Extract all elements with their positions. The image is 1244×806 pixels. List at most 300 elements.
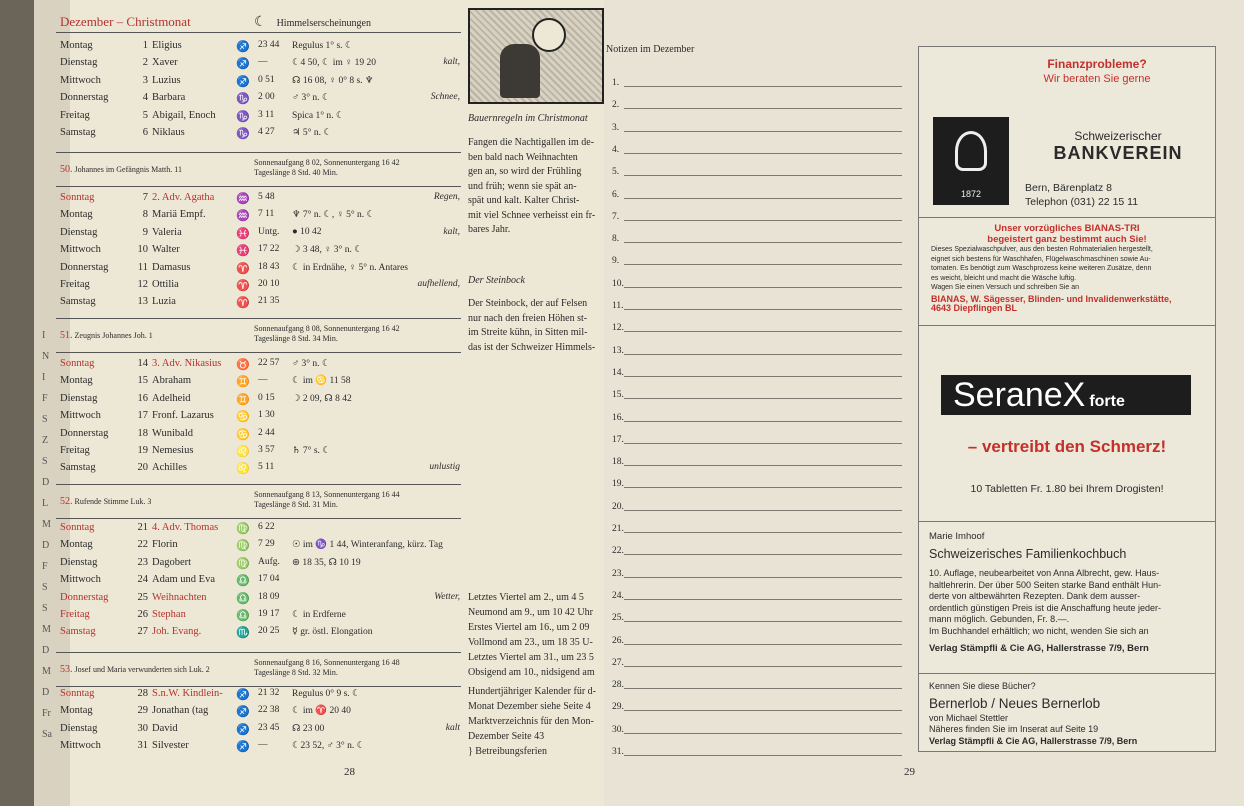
week-number: 51. bbox=[60, 330, 73, 341]
day-number-cell: 17 bbox=[137, 410, 148, 422]
daylength-text: Tageslänge 8 Std. 32 Min. bbox=[254, 668, 338, 677]
moonrise-cell: 20 25 bbox=[258, 626, 280, 637]
weekday-cell: Sonntag bbox=[60, 358, 95, 369]
zodiac-icon: ♐ bbox=[236, 706, 250, 719]
text-line: ben bald nach Weihnachten bbox=[468, 151, 578, 163]
note-number: 9. bbox=[612, 256, 620, 267]
weekday-cell: Montag bbox=[60, 40, 93, 51]
section-rule bbox=[56, 686, 461, 687]
weather-cell: unlustig bbox=[429, 462, 460, 473]
zodiac-icon: ♐ bbox=[236, 723, 250, 736]
note-rule bbox=[624, 242, 902, 243]
note-line bbox=[606, 224, 902, 246]
saint-name-cell: Xaver bbox=[152, 57, 178, 69]
note-rule bbox=[624, 175, 902, 176]
table-row bbox=[60, 445, 460, 462]
table-row bbox=[60, 688, 460, 705]
table-row bbox=[60, 462, 460, 479]
weekday-cell: Sonntag bbox=[60, 192, 95, 203]
note-rule bbox=[624, 487, 902, 488]
day-number-cell: 7 bbox=[142, 192, 148, 203]
moonrise-cell: 21 35 bbox=[258, 296, 280, 307]
saint-name-cell: Dagobert bbox=[152, 556, 192, 568]
page-number-right: 29 bbox=[904, 766, 915, 778]
zodiac-icon: ♊ bbox=[236, 393, 250, 406]
bauernregeln-title: Bauernregeln im Christmonat bbox=[468, 113, 588, 124]
day-number-cell: 28 bbox=[137, 688, 148, 699]
table-row bbox=[60, 296, 460, 313]
astro-event-cell: ☉ im ♑ 1 44, Winteranfang, kürz. Tag bbox=[292, 540, 443, 551]
zodiac-icon: ♑ bbox=[236, 93, 250, 106]
moonrise-cell: 18 43 bbox=[258, 261, 280, 272]
edge-letter: Sa bbox=[42, 729, 52, 740]
edge-letter: S bbox=[42, 603, 48, 614]
edge-letter: M bbox=[42, 519, 51, 530]
table-row bbox=[60, 740, 460, 757]
note-line bbox=[606, 737, 902, 759]
edge-letter: D bbox=[42, 687, 50, 698]
astro-event-cell: ♂ 3° n. ☾ bbox=[292, 93, 331, 104]
saint-name-cell: Valeria bbox=[152, 226, 182, 238]
table-row bbox=[60, 393, 460, 410]
note-line bbox=[606, 581, 902, 603]
zodiac-icon: ♎ bbox=[236, 592, 250, 605]
weekday-cell: Dienstag bbox=[60, 556, 98, 568]
note-rule bbox=[624, 644, 902, 645]
moonrise-cell: 7 29 bbox=[258, 539, 275, 550]
table-row bbox=[60, 262, 460, 279]
kochbuch-ad: Marie Imhoof Schweizerisches Familienkochbuch 10. Auflage, neubearbeitet von Anna Albrecht, gew. Haus- haltlehrerin. Der über 500 Seiten starke Band enthält Hun- derte von altbewährten Rezepten. Dank dem ausser- ordentlich günstigen Preis ist die Anschaffung heute jeder- mann möglich. Gebunden, Fr. 8.—. Im Buchhandel erhältlich; wo nicht, wenden Sie sich an Verlag Stämpfli & Cie AG, Hallerstrasse 7/9, Bern bbox=[929, 531, 1162, 654]
section-rule bbox=[56, 352, 461, 353]
astro-event-cell: ♂ 3° n. ☾ bbox=[292, 359, 331, 369]
note-number: 30. bbox=[612, 724, 624, 735]
astro-event-cell: ☾ in Erdnähe, ♀ 5° n. Antares bbox=[292, 262, 408, 273]
section-rule bbox=[56, 318, 461, 319]
moonrise-cell: 18 09 bbox=[258, 591, 280, 602]
note-number: 27. bbox=[612, 657, 624, 668]
note-number: 6. bbox=[612, 189, 620, 200]
note-rule bbox=[624, 554, 902, 555]
table-row bbox=[60, 358, 460, 375]
note-line bbox=[606, 135, 902, 157]
saint-name-cell: Walter bbox=[152, 244, 180, 256]
week-number: 50. bbox=[60, 164, 73, 175]
day-number-cell: 23 bbox=[137, 556, 148, 568]
moonrise-cell: — bbox=[258, 740, 268, 751]
text-line: gen an, so wird der Frühling bbox=[468, 166, 582, 177]
day-number-cell: 19 bbox=[137, 445, 148, 456]
astro-event-cell: ☽ 3 48, ♀ 3° n. ☾ bbox=[292, 245, 363, 256]
day-number-cell: 15 bbox=[137, 375, 148, 387]
note-line bbox=[606, 559, 902, 581]
saint-name-cell: David bbox=[152, 722, 178, 734]
table-row bbox=[60, 539, 460, 556]
note-number: 10. bbox=[612, 278, 624, 289]
section-rule bbox=[56, 152, 461, 153]
text-line: Dezember Seite 43 bbox=[468, 731, 545, 742]
sunrise-text: Sonnenaufgang 8 02, Sonnenuntergang 16 42 bbox=[254, 158, 400, 167]
text-line: Fangen die Nachtigallen im de- bbox=[468, 137, 595, 148]
note-rule bbox=[624, 398, 902, 399]
day-number-cell: 16 bbox=[137, 392, 148, 404]
note-number: 2. bbox=[612, 100, 620, 111]
note-number: 1. bbox=[612, 78, 620, 88]
left-page bbox=[34, 0, 606, 806]
note-rule bbox=[624, 599, 902, 600]
edge-letter: N bbox=[42, 351, 50, 362]
sun-times bbox=[254, 324, 459, 344]
note-line bbox=[606, 692, 902, 714]
zodiac-icon: ♌ bbox=[236, 463, 250, 476]
astro-event-cell: ♄ 7° s. ☾ bbox=[292, 446, 331, 456]
bank-ad: Finanzprobleme? Wir beraten Sie gerne bbox=[1043, 57, 1151, 85]
weekday-cell: Mittwoch bbox=[60, 410, 101, 422]
month-heading: Dezember – Christmonat bbox=[60, 14, 191, 29]
moonrise-cell: 19 17 bbox=[258, 609, 280, 619]
day-number-cell: 11 bbox=[137, 261, 148, 273]
day-number-cell: 24 bbox=[137, 574, 148, 586]
moonrise-cell: 6 22 bbox=[258, 522, 275, 532]
saint-name-cell: Mariä Empf. bbox=[152, 209, 206, 221]
day-number-cell: 26 bbox=[137, 609, 148, 620]
table-row bbox=[60, 127, 460, 144]
edge-letter: D bbox=[42, 540, 50, 551]
section-rule bbox=[56, 484, 461, 485]
note-rule bbox=[624, 532, 902, 533]
day-number-cell: 18 bbox=[137, 427, 148, 439]
day-number-cell: 1 bbox=[142, 40, 148, 51]
sun-times bbox=[254, 490, 459, 510]
zodiac-icon: ♐ bbox=[236, 58, 250, 71]
note-rule bbox=[624, 733, 902, 734]
weekday-cell: Mittwoch bbox=[60, 740, 101, 752]
edge-letter: L bbox=[42, 498, 49, 509]
note-line bbox=[606, 202, 902, 224]
saint-name-cell: Niklaus bbox=[152, 127, 185, 138]
sunrise-text: Sonnenaufgang 8 08, Sonnenuntergang 16 42 bbox=[254, 324, 400, 333]
bianas-ad: Unser vorzügliches BIANAS-TRI begeistert ganz bestimmt auch Sie! Dieses Spezialwaschpulver, aus den besten Rohmaterialien hergestellt, eignet sich bestens für Waschhafen, Flügelwaschmaschinen sowie Au- tomaten. Es benötigt zum Waschprozess keine weiteren Zusätze, denn es weicht, bleicht und macht die Wäsche luftig. Wagen Sie einen Versuch und schreiben Sie an BIANAS, W. Sägesser, Blinden- und Invalidenwerkstätte, 4643 Diepflingen BL bbox=[931, 223, 1172, 313]
note-line bbox=[606, 715, 902, 737]
note-number: 12. bbox=[612, 323, 624, 334]
week-label: 50. Johannes im Gefängnis Matth. 11 bbox=[60, 164, 182, 175]
text-line: Marktverzeichnis für den Mon- bbox=[468, 716, 594, 727]
weather-cell: Schnee, bbox=[430, 92, 460, 103]
note-rule bbox=[624, 666, 902, 667]
day-number-cell: 14 bbox=[137, 358, 148, 369]
moonrise-cell: 23 44 bbox=[258, 40, 280, 50]
zodiac-icon: ♍ bbox=[236, 523, 250, 535]
table-row bbox=[60, 705, 460, 722]
note-line bbox=[606, 603, 902, 625]
note-number: 31. bbox=[612, 747, 624, 757]
text-line: Hundertjähriger Kalender für d- bbox=[468, 686, 596, 697]
weekday-cell: Freitag bbox=[60, 279, 90, 290]
saint-name-cell: 2. Adv. Agatha bbox=[152, 192, 215, 203]
moonrise-cell: 21 32 bbox=[258, 688, 280, 698]
moonrise-cell: 17 22 bbox=[258, 244, 280, 255]
zodiac-icon: ♊ bbox=[236, 376, 250, 389]
note-rule bbox=[624, 710, 902, 711]
note-line bbox=[606, 68, 902, 90]
weather-cell: kalt, bbox=[443, 57, 460, 68]
note-line bbox=[606, 157, 902, 179]
zodiac-icon: ♈ bbox=[236, 297, 250, 310]
weekday-cell: Sonntag bbox=[60, 688, 95, 699]
zodiac-icon: ♓ bbox=[236, 245, 250, 258]
table-row bbox=[60, 557, 460, 574]
note-rule bbox=[624, 577, 902, 578]
day-number-cell: 10 bbox=[137, 244, 148, 256]
notes-title: Notizen im Dezember bbox=[606, 44, 695, 55]
day-number-cell: 25 bbox=[137, 591, 148, 603]
saint-name-cell: Eligius bbox=[152, 40, 182, 51]
text-line: Erstes Viertel am 16., um 2 09 bbox=[468, 622, 590, 633]
note-line bbox=[606, 358, 902, 380]
text-line: Letztes Viertel am 31., um 23 5 bbox=[468, 652, 594, 663]
zodiac-icon: ♈ bbox=[236, 280, 250, 292]
note-line bbox=[606, 492, 902, 514]
note-line bbox=[606, 180, 902, 202]
note-rule bbox=[624, 153, 902, 154]
saint-name-cell: 3. Adv. Nikasius bbox=[152, 358, 222, 369]
edge-letter: F bbox=[42, 393, 48, 404]
astro-event-cell: ☾4 50, ☾ im ♀ 19 20 bbox=[292, 58, 377, 69]
header-rule bbox=[56, 32, 461, 33]
day-number-cell: 21 bbox=[137, 522, 148, 533]
moonrise-cell: — bbox=[258, 57, 268, 68]
moonrise-cell: 17 04 bbox=[258, 574, 280, 585]
bernerlob-ad: Kennen Sie diese Bücher? Bernerlob / Neues Bernerlob von Michael Stettler Näheres finden Sie im Inserat auf Seite 19 Verlag Stämpfli & Cie AG, Hallerstrasse 7/9, Bern bbox=[929, 681, 1138, 746]
note-number: 25. bbox=[612, 613, 624, 624]
sun-times bbox=[254, 158, 459, 178]
moonrise-cell: Aufg. bbox=[258, 556, 280, 567]
sun-times bbox=[254, 658, 459, 678]
zodiac-icon: ♉ bbox=[236, 359, 250, 371]
table-row bbox=[60, 522, 460, 539]
saint-name-cell: Abigail, Enoch bbox=[152, 109, 216, 121]
note-number: 8. bbox=[612, 234, 620, 245]
sunrise-text: Sonnenaufgang 8 13, Sonnenuntergang 16 44 bbox=[254, 490, 400, 499]
note-line bbox=[606, 380, 902, 402]
zodiac-icon: ♏ bbox=[236, 627, 250, 640]
note-number: 14. bbox=[612, 367, 624, 378]
moonrise-cell: 3 57 bbox=[258, 445, 275, 455]
moon-phases-text bbox=[468, 590, 608, 680]
astro-event-cell: ☾ in Erdferne bbox=[292, 610, 346, 620]
note-number: 18. bbox=[612, 457, 624, 468]
astro-event-cell: ⊛ 18 35, ☊ 10 19 bbox=[292, 557, 361, 568]
weekday-cell: Montag bbox=[60, 209, 93, 221]
zodiac-icon: ♍ bbox=[236, 557, 250, 570]
saint-name-cell: Adam und Eva bbox=[152, 574, 215, 586]
astro-event-cell: ☊ 23 00 bbox=[292, 723, 325, 734]
weekday-cell: Mittwoch bbox=[60, 244, 101, 256]
references-text bbox=[468, 684, 608, 759]
table-row bbox=[60, 110, 460, 127]
moonrise-cell: 22 57 bbox=[258, 358, 280, 368]
note-line bbox=[606, 336, 902, 358]
section-rule bbox=[56, 186, 461, 187]
weather-cell: kalt, bbox=[443, 226, 460, 237]
note-line bbox=[606, 648, 902, 670]
astro-event-cell: Regulus 0° 9 s. ☾ bbox=[292, 689, 361, 699]
edge-letter: M bbox=[42, 624, 51, 635]
astro-event-cell: ♆ 7° n. ☾, ♀ 5° n. ☾ bbox=[292, 210, 376, 221]
edge-letter: Z bbox=[42, 435, 49, 446]
moonrise-cell: 0 15 bbox=[258, 392, 275, 403]
note-rule bbox=[624, 198, 902, 199]
note-number: 3. bbox=[612, 122, 620, 133]
note-number: 26. bbox=[612, 635, 624, 646]
note-rule bbox=[624, 421, 902, 422]
note-rule bbox=[624, 108, 902, 109]
saint-name-cell: Abraham bbox=[152, 375, 192, 387]
week-label: 52. Rufende Stimme Luk. 3 bbox=[60, 496, 152, 507]
saint-name-cell: Adelheid bbox=[152, 392, 191, 404]
table-row bbox=[60, 40, 460, 57]
text-line: nur nach den freien Höhen st- bbox=[468, 312, 588, 324]
weekday-cell: Samstag bbox=[60, 626, 96, 638]
edge-letter: D bbox=[42, 477, 50, 488]
text-line: Neumond am 9., um 10 42 Uhr bbox=[468, 607, 593, 618]
moonrise-cell: 7 11 bbox=[258, 209, 275, 220]
day-number-cell: 2 bbox=[142, 57, 148, 69]
day-number-cell: 4 bbox=[142, 92, 148, 104]
table-row bbox=[60, 375, 460, 392]
note-number: 7. bbox=[612, 211, 620, 222]
astro-event-cell: Regulus 1° s. ☾ bbox=[292, 41, 354, 51]
note-line bbox=[606, 425, 902, 447]
astro-event-cell: ☊ 16 08, ♀ 0° 8 s. ♆ bbox=[292, 75, 374, 86]
day-number-cell: 30 bbox=[137, 722, 148, 734]
bauernregeln-text bbox=[468, 136, 608, 238]
week-number: 52. bbox=[60, 496, 73, 507]
astro-event-cell: ♃ 5° n. ☾ bbox=[292, 128, 332, 138]
moonrise-cell: 2 00 bbox=[258, 92, 275, 103]
weekday-cell: Freitag bbox=[60, 609, 90, 620]
table-row bbox=[60, 574, 460, 591]
astro-event-cell: ☾ im ♋ 11 58 bbox=[292, 376, 351, 387]
day-number-cell: 13 bbox=[137, 296, 148, 308]
day-number-cell: 12 bbox=[137, 279, 148, 290]
astro-event-cell: ☿ gr. östl. Elongation bbox=[292, 627, 373, 638]
moonrise-cell: 5 48 bbox=[258, 192, 275, 202]
note-rule bbox=[624, 131, 902, 132]
note-number: 23. bbox=[612, 568, 624, 579]
edge-letter: D bbox=[42, 645, 50, 656]
note-line bbox=[606, 113, 902, 135]
week-number: 53. bbox=[60, 664, 73, 675]
note-rule bbox=[624, 376, 902, 377]
zodiac-icon: ♑ bbox=[236, 128, 250, 140]
note-number: 19. bbox=[612, 479, 624, 490]
note-rule bbox=[624, 621, 902, 622]
zodiac-icon: ♎ bbox=[236, 575, 250, 588]
table-row bbox=[60, 92, 460, 109]
saint-name-cell: Ottilia bbox=[152, 279, 179, 290]
day-number-cell: 31 bbox=[137, 740, 148, 752]
saint-name-cell: S.n.W. Kindlein- bbox=[152, 688, 223, 699]
note-line bbox=[606, 536, 902, 558]
saint-name-cell: Luzius bbox=[152, 74, 181, 86]
text-line: im Streite kühn, in Sitten mil- bbox=[468, 327, 588, 338]
note-rule bbox=[624, 331, 902, 332]
saint-name-cell: Florin bbox=[152, 539, 178, 551]
note-number: 29. bbox=[612, 702, 624, 713]
note-number: 17. bbox=[612, 434, 624, 445]
moonrise-cell: 1 30 bbox=[258, 410, 275, 421]
note-rule bbox=[624, 443, 902, 444]
text-line: spät und kalt. Kalter Christ- bbox=[468, 195, 580, 206]
astro-event-cell: Spica 1° n. ☾ bbox=[292, 110, 345, 121]
note-rule bbox=[624, 755, 902, 756]
weekday-cell: Samstag bbox=[60, 462, 96, 474]
moonrise-cell: 0 51 bbox=[258, 74, 275, 85]
text-line: mit viel Schnee verheisst ein fr- bbox=[468, 209, 596, 221]
saint-name-cell: Jonathan (tag bbox=[152, 705, 209, 717]
advertisement-column: Finanzprobleme? Wir beraten Sie gerne 1872 Schweizerischer BANKVEREIN Bern, Bärenplatz 8 Telephon (031) 22 15 11 Unser vorzügliches BIANAS-TRI begeistert ganz bestimmt auch Sie! Dieses Spezialwaschpulver, aus den besten Rohmaterialien hergestellt, eignet sich bestens für Waschhafen, Flügelwaschmaschinen sowie Au- tomaten. Es benötigt zum Waschprozess keine weiteren Zusätze, denn es weicht, bleicht und macht die Wäsche luftig. Wagen Sie einen Versuch und schreiben Sie an BIANAS, W. Sägesser, Blinden- und Invalidenwerkstätte, 4643 Diepflingen BL SeraneX forte – vertreibt den Schmerz! 10 Tabletten Fr. 1.80 bei Ihrem Drogisten! Marie Imhoof Schweizerisches Familienkochbuch 10. Auflage, neubearbeitet von Anna Albrecht, gew. Haus- haltlehrerin. Der über 500 Seiten starke Band enthält Hun- derte von altbewährten Rezepten. Dank dem ausser- ordentlich günstigen Preis ist die Anschaffung heute jeder- mann möglich. Gebunden, Fr. 8.—. Im Buchhandel erhältlich; wo nicht, wenden Sie sich an Verlag Stämpfli & Cie AG, Hallerstrasse 7/9, Bern Kennen Sie diese Bücher? Bernerlob / Neues Bernerlob von Michael Stettler Näheres finden Sie im Inserat auf Seite 19 Verlag Stämpfli & Cie AG, Hallerstrasse 7/9, Bern bbox=[918, 46, 1216, 752]
moonrise-cell: 3 11 bbox=[258, 109, 275, 120]
weekday-cell: Montag bbox=[60, 705, 93, 717]
saint-name-cell: Luzia bbox=[152, 296, 176, 308]
saint-name-cell: Silvester bbox=[152, 740, 189, 752]
edge-letter: Fr bbox=[42, 708, 51, 719]
week-label: 53. Josef und Maria verwunderten sich Luk. 2 bbox=[60, 664, 210, 675]
zodiac-icon: ♌ bbox=[236, 446, 250, 458]
weather-cell: Regen, bbox=[433, 192, 460, 202]
note-rule bbox=[624, 354, 902, 355]
zodiac-medallion-icon bbox=[532, 18, 566, 52]
edge-letter: S bbox=[42, 414, 48, 425]
weekday-cell: Dienstag bbox=[60, 392, 98, 404]
note-number: 16. bbox=[612, 412, 624, 423]
note-number: 20. bbox=[612, 501, 624, 512]
text-line: Der Steinbock, der auf Felsen bbox=[468, 298, 588, 309]
saint-name-cell: Wunibald bbox=[152, 427, 193, 439]
table-row bbox=[60, 609, 460, 626]
note-number: 24. bbox=[612, 590, 624, 601]
edge-letter: S bbox=[42, 456, 48, 467]
moonrise-cell: 20 10 bbox=[258, 279, 280, 289]
note-rule bbox=[624, 309, 902, 310]
edge-letter: M bbox=[42, 666, 51, 677]
steinbock-text bbox=[468, 297, 608, 355]
weekday-cell: Montag bbox=[60, 539, 93, 551]
weekday-cell: Dienstag bbox=[60, 57, 98, 69]
zodiac-icon: ♋ bbox=[236, 411, 250, 424]
moon-icon: ☾ bbox=[254, 15, 267, 30]
saint-name-cell: Stephan bbox=[152, 609, 186, 620]
zodiac-icon: ♓ bbox=[236, 227, 250, 240]
note-rule bbox=[624, 287, 902, 288]
saint-name-cell: Damasus bbox=[152, 261, 191, 273]
right-page bbox=[604, 0, 1244, 806]
day-number-cell: 20 bbox=[137, 462, 148, 474]
moonrise-cell: 23 45 bbox=[258, 722, 280, 733]
note-line bbox=[606, 246, 902, 268]
saint-name-cell: Fronf. Lazarus bbox=[152, 410, 214, 422]
zodiac-icon: ♎ bbox=[236, 610, 250, 622]
text-line: Vollmond am 23., um 18 35 U- bbox=[468, 637, 593, 648]
zodiac-icon: ♐ bbox=[236, 41, 250, 53]
note-number: 13. bbox=[612, 345, 624, 356]
note-line bbox=[606, 90, 902, 112]
weekday-cell: Freitag bbox=[60, 109, 90, 121]
day-number-cell: 27 bbox=[137, 626, 148, 638]
zodiac-icon: ♈ bbox=[236, 262, 250, 275]
day-number-cell: 22 bbox=[137, 539, 148, 551]
table-row bbox=[60, 244, 460, 261]
